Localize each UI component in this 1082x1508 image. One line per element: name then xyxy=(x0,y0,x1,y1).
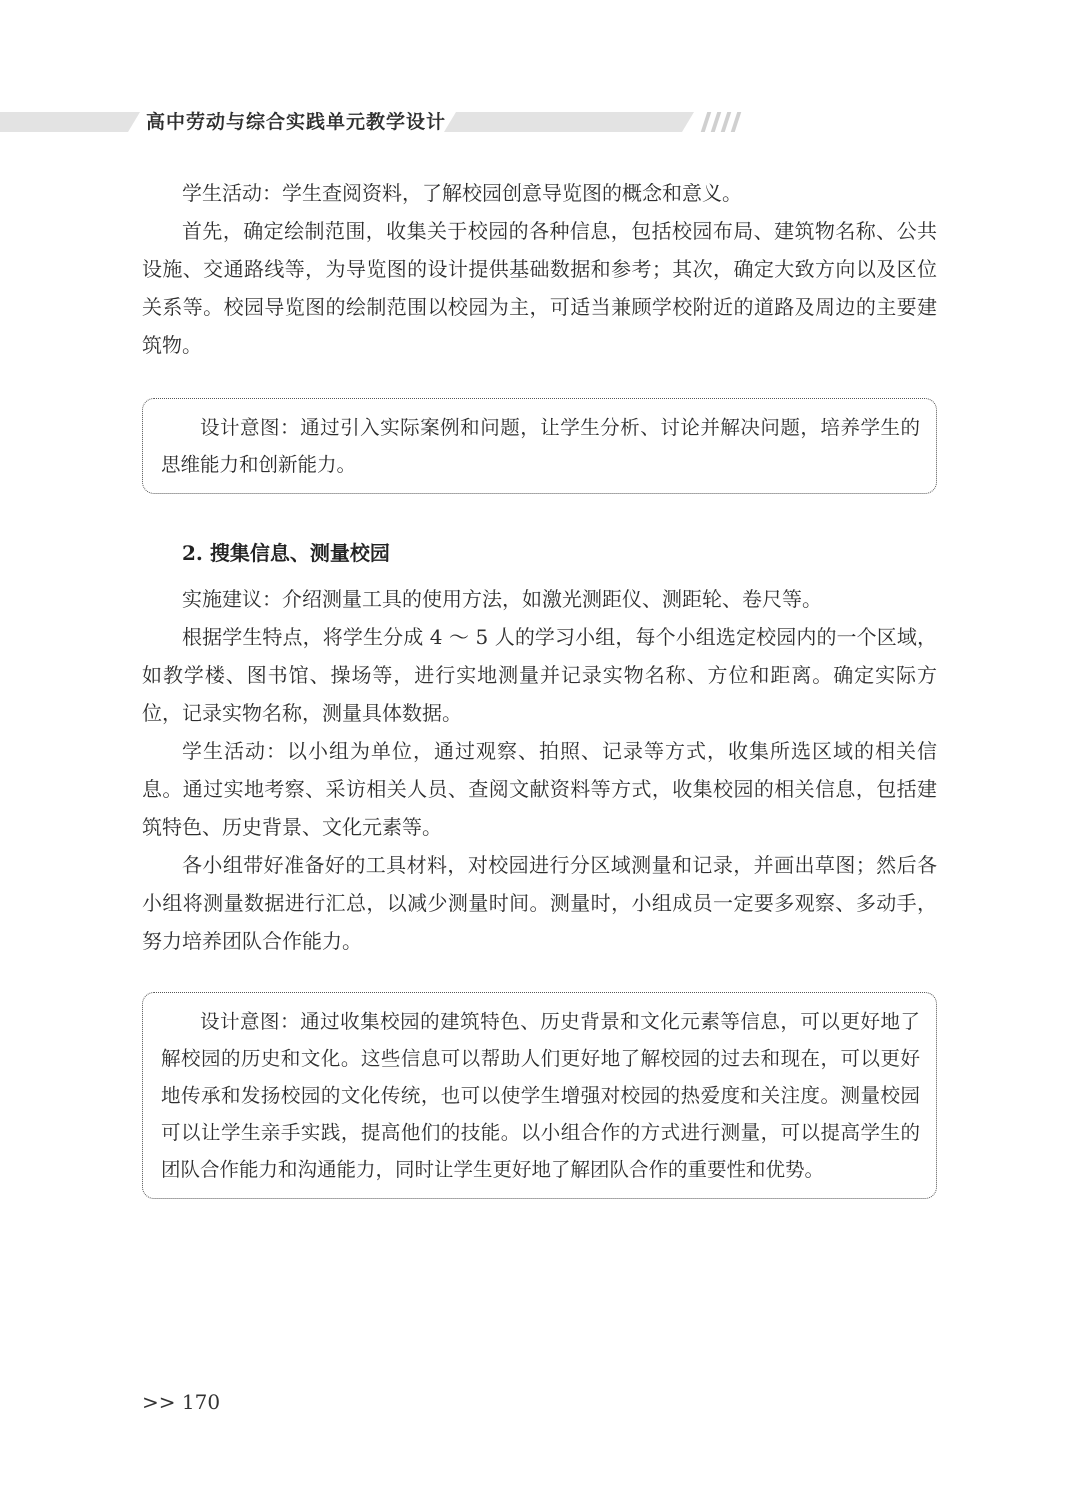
header-bar-right xyxy=(444,112,694,132)
paragraph-implementation-advice: 实施建议：介绍测量工具的使用方法，如激光测距仪、测距轮、卷尺等。 xyxy=(182,587,822,611)
book-title: 高中劳动与综合实践单元教学设计 xyxy=(146,111,447,133)
paragraph-measurement: 各小组带好准备好的工具材料，对校园进行分区域测量和记录，并画出草图；然后各小组将测量数据进行汇总，以减少测量时间。测量时，小组成员一定要多观察、多动手，努力培养团队合作能力。 xyxy=(142,853,937,953)
paragraph-drawing-scope: 首先，确定绘制范围，收集关于校园的各种信息，包括校园布局、建筑物名称、公共设施、交通路线等，为导览图的设计提供基础数据和参考；其次，确定大致方向以及区位关系等。校园导览图的绘制范围以校园为主，可适当兼顾学校附近的道路及周边的主要建筑物。 xyxy=(142,219,937,357)
design-intent-text-2: 设计意图：通过收集校园的建筑特色、历史背景和文化元素等信息，可以更好地了解校园的历史和文化。这些信息可以帮助人们更好地了解校园的过去和现在，可以更好地传承和发扬校园的文化传统，也可以使学生增强对校园的热爱度和关注度。测量校园可以让学生亲手实践，提高他们的技能。以小组合作的方式进行测量，可以提高学生的团队合作能力和沟通能力，同时让学生更好地了解团队合作的重要性和优势。 xyxy=(161,1010,920,1181)
header-stripes-decoration xyxy=(700,112,746,132)
paragraph-student-activity-1: 学生活动：学生查阅资料，了解校园创意导览图的概念和意义。 xyxy=(182,181,742,205)
running-header xyxy=(0,108,1082,136)
header-bar-left xyxy=(0,112,140,132)
page-number: >> 170 xyxy=(142,1390,221,1414)
section-heading: 2. 搜集信息、测量校园 xyxy=(182,541,390,565)
design-intent-text-1: 设计意图：通过引入实际案例和问题，让学生分析、讨论并解决问题，培养学生的思维能力和创新能力。 xyxy=(161,416,920,476)
paragraph-grouping: 根据学生特点，将学生分成 4 ～ 5 人的学习小组，每个小组选定校园内的一个区域，如教学楼、图书馆、操场等，进行实地测量并记录实物名称、方位和距离。确定实际方位，记录实物名称，测量具体数据。 xyxy=(142,625,937,725)
paragraph-student-activity-2: 学生活动：以小组为单位，通过观察、拍照、记录等方式，收集所选区域的相关信息。通过实地考察、采访相关人员、查阅文献资料等方式，收集校园的相关信息，包括建筑特色、历史背景、文化元素等。 xyxy=(142,739,937,839)
page-content xyxy=(142,174,937,1199)
design-intent-box-1 xyxy=(142,398,937,494)
design-intent-box-2 xyxy=(142,992,937,1199)
